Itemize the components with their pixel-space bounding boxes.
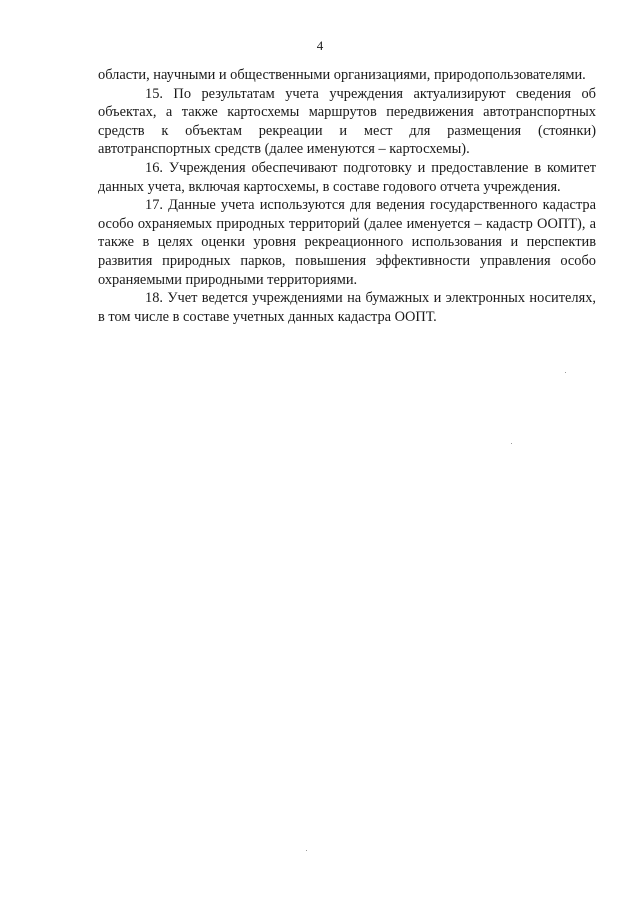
scan-speck <box>511 443 512 444</box>
page-number: 4 <box>316 38 324 53</box>
scan-speck <box>565 372 566 373</box>
paragraph-18: 18. Учет ведется учреждениями на бумажных и электронных носителях, в том числе в составе учетных данных кадастра ООПТ. <box>98 290 596 325</box>
scan-speck <box>306 850 307 851</box>
document-body <box>98 66 596 326</box>
paragraph-14-continuation: области, научными и общественными организациями, природопользователями. <box>98 67 586 83</box>
paragraph-16: 16. Учреждения обеспечивают подготовку и предоставление в комитет данных учета, включая картосхемы, в составе годового отчета учреждения. <box>98 159 596 195</box>
paragraph-15: 15. По результатам учета учреждения актуализируют сведения об объектах, а также картосхемы маршрутов передвижения автотранспортных средств к объектам рекреации и мест для размещения (стоянки) автотранспортных средств (далее именуются – картосхемы). <box>98 85 596 158</box>
paragraph-17: 17. Данные учета используются для ведения государственного кадастра особо охраняемых природных территорий (далее именуется – кадастр ООПТ), а также в целях оценки уровня рекреационного использования и перспектив развития природных парков, повышения эффективности управления особо охраняемыми природными территориями. <box>98 197 596 288</box>
